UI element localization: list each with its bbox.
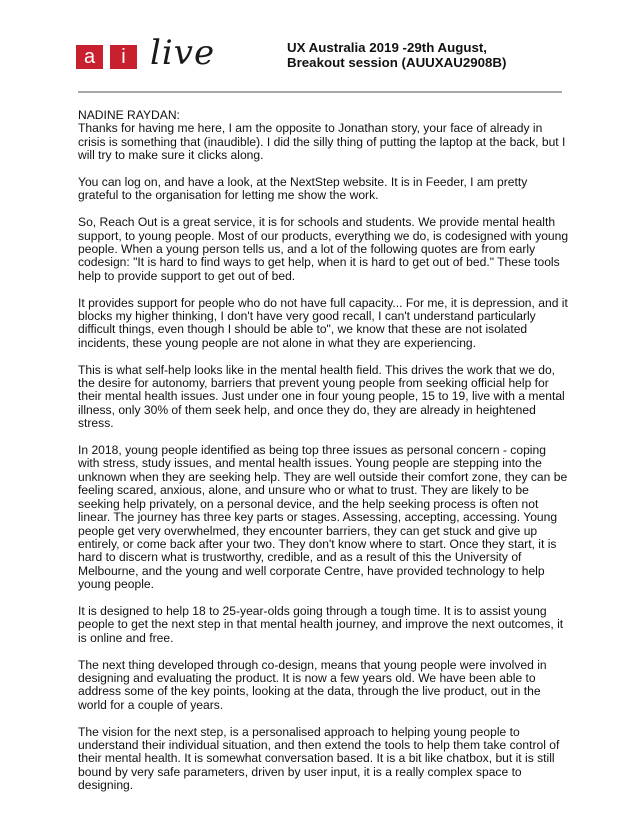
transcript-paragraph: The next thing developed through co-design, means that young people were involved in designing and evaluating the product. It is now a few years old. We have been able to address some of the key points, looking at the data, through the live product, out in the world for a couple of years. bbox=[78, 657, 547, 712]
session-title-line1: UX Australia 2019 -29th August, bbox=[287, 40, 487, 55]
transcript-paragraph: It provides support for people who do not have full capacity... For me, it is depression, and it blocks my higher thinking, I don't have very good recall, I can't understand particularly difficult things, even though I should be able to", we know that these are not isolated incidents, these young people are not alone in what they are experiencing. bbox=[78, 295, 568, 350]
transcript-paragraph: You can log on, and have a look, at the NextStep website. It is in Feeder, I am pretty grateful to the organisation for letting me show the work. bbox=[78, 175, 528, 203]
transcript-paragraph: The vision for the next step, is a personalised approach to helping young people to understand their individual situation, and then extend the tools to help them take control of their mental health. It is somewhat conversation based. It is a bit like chatbox, but it is still bound by very safe parameters, driven by user input, it is a really complex space to designing. bbox=[78, 724, 560, 793]
logo-letter-i: i bbox=[110, 45, 137, 69]
transcript-body bbox=[78, 109, 570, 806]
ai-live-logo bbox=[76, 33, 216, 73]
session-title bbox=[287, 40, 506, 70]
page-header bbox=[0, 0, 640, 100]
transcript-paragraph: So, Reach Out is a great service, it is for schools and students. We provide mental health support, to young people. Most of our products, everything we do, is codesigned with young people. When a young person tells us, and a lot of the following quotes are from early codesign: "It is hard to find ways to get help, when it is hard to get out of bed." These tools help to provide support to get out of bed. bbox=[78, 215, 569, 283]
logo-letter-a: a bbox=[76, 45, 103, 69]
session-title-line2: Breakout session (AUUXAU2908B) bbox=[287, 55, 507, 70]
header-divider bbox=[78, 91, 562, 93]
transcript-paragraph: It is designed to help 18 to 25-year-olds going through a tough time. It is to assist young people to get the next step in that mental health journey, and improve the next outcomes, it is online and free. bbox=[78, 603, 564, 645]
transcript-paragraph: Thanks for having me here, I am the opposite to Jonathan story, your face of already in crisis is something that (inaudible). I did the silly thing of putting the laptop at the back, but I will try to make sure it clicks along. bbox=[78, 121, 566, 163]
transcript-paragraph: In 2018, young people identified as being top three issues as personal concern - coping with stress, study issues, and mental health issues. Young people are stepping into the unknown when they are seeking help. They are well outside their comfort zone, they can be feeling scared, anxious, alone, and unsure who or what to trust. They are likely to be seeking help privately, on a personal device, and the help seeking process is often not linear. The journey has three key parts or stages. Assessing, accepting, accessing. Young people get very overwhelmed, they encounter barriers, they can get stuck and give up entirely, or come back after your two. They don't know where to start. Once they start, it is hard to discern what is trustworthy, credible, and as a result of this the University of Melbourne, and the young and well corporate Centre, have provided technology to help young people. bbox=[78, 443, 568, 592]
speaker-name: NADINE RAYDAN: bbox=[78, 108, 180, 122]
logo-wordmark: live bbox=[150, 33, 216, 73]
transcript-paragraph: This is what self-help looks like in the mental health field. This drives the work that we do, the desire for autonomy, barriers that prevent young people from seeking official help for their mental health issues. Just under one in four young people, 15 to 19, live with a mental illness, only 30% of them seek help, and once they do, they are already in heightened stress. bbox=[78, 362, 565, 431]
